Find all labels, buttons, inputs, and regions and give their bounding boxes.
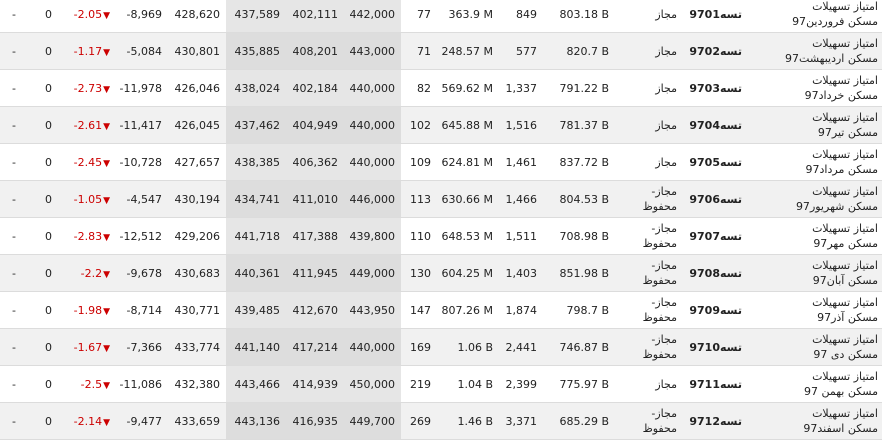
change-percent: -2.73	[73, 81, 103, 95]
name-line-1: امتیاز تسهیلات	[812, 0, 878, 13]
status-line-2: محفوظ	[642, 274, 677, 287]
status-line-1: مجاز	[655, 7, 677, 21]
price-change-cell: -11,978	[112, 70, 168, 107]
low-price-cell: 414,939	[286, 366, 344, 403]
name-line-2: مسکن فروردین97	[792, 15, 878, 28]
trade-volume-cell: 1,337	[499, 70, 543, 107]
status-line-2: محفوظ	[642, 200, 677, 213]
symbol-cell[interactable]: تسه9711	[681, 366, 744, 403]
status-line-1: مجاز-	[651, 333, 677, 346]
name-line-1: امتیاز تسهیلات	[812, 407, 878, 420]
trade-volume-cell: 3,371	[499, 403, 543, 440]
trade-count-cell: 102	[401, 107, 437, 144]
name-line-2: مسکن خرداد97	[804, 89, 878, 102]
trade-volume-cell: 577	[499, 33, 543, 70]
change-percent: -1.17	[73, 44, 103, 58]
market-cap-cell: 791.22 B	[543, 70, 615, 107]
change-percent-cell	[60, 181, 112, 218]
high-price-cell: 449,000	[344, 255, 401, 292]
trade-value-cell: 1.06 B	[437, 329, 499, 366]
name-line-2: مسکن اردیبهشت97	[785, 52, 878, 65]
high-price-cell: 440,000	[344, 70, 401, 107]
dash-cell: -	[0, 329, 36, 366]
change-percent-cell	[60, 107, 112, 144]
price-cell: 429,206	[168, 218, 226, 255]
zero-cell: 0	[36, 144, 60, 181]
dash-cell: -	[0, 0, 36, 33]
low-price-cell: 417,388	[286, 218, 344, 255]
name-line-1: امتیاز تسهیلات	[812, 259, 878, 272]
symbol-cell[interactable]: تسه9710	[681, 329, 744, 366]
status-cell	[615, 33, 681, 70]
table-row[interactable]	[0, 70, 882, 107]
price-change-cell: -10,728	[112, 144, 168, 181]
price-cell: 426,046	[168, 70, 226, 107]
high-price-cell: 449,700	[344, 403, 401, 440]
low-price-cell: 408,201	[286, 33, 344, 70]
dash-cell: -	[0, 366, 36, 403]
change-percent-cell	[60, 33, 112, 70]
name-line-1: امتیاز تسهیلات	[812, 296, 878, 309]
change-percent: -2.45	[73, 155, 103, 169]
low-price-cell: 411,945	[286, 255, 344, 292]
name-cell[interactable]	[744, 181, 882, 218]
name-line-2: مسکن دی 97	[813, 348, 878, 361]
low-price-cell: 416,935	[286, 403, 344, 440]
trade-value-cell: 624.81 M	[437, 144, 499, 181]
name-line-2: مسکن مرداد97	[805, 163, 878, 176]
high-price-cell: 442,000	[344, 0, 401, 33]
name-line-2: مسکن آبان97	[812, 274, 878, 287]
name-line-1: امتیاز تسهیلات	[812, 148, 878, 161]
status-cell	[615, 0, 681, 33]
trade-value-cell: 363.9 M	[437, 0, 499, 33]
status-line-1: مجاز	[655, 81, 677, 95]
change-percent: -2.05	[73, 7, 103, 21]
price-change-cell: -8,969	[112, 0, 168, 33]
price-cell-highlight: 438,385	[226, 144, 286, 181]
trade-value-cell: 630.66 M	[437, 181, 499, 218]
dash-cell: -	[0, 218, 36, 255]
status-cell	[615, 107, 681, 144]
status-line-2: محفوظ	[642, 422, 677, 435]
price-cell-highlight: 440,361	[226, 255, 286, 292]
symbol-cell[interactable]: تسه9701	[681, 0, 744, 33]
price-cell: 430,801	[168, 33, 226, 70]
price-cell-highlight: 443,136	[226, 403, 286, 440]
down-arrow-icon: ▼	[103, 121, 110, 132]
trade-volume-cell: 1,511	[499, 218, 543, 255]
name-line-1: امتیاز تسهیلات	[812, 37, 878, 50]
change-percent-cell	[60, 329, 112, 366]
price-cell-highlight: 437,462	[226, 107, 286, 144]
trade-count-cell: 113	[401, 181, 437, 218]
symbol-cell[interactable]: تسه9706	[681, 181, 744, 218]
symbol-cell[interactable]: تسه9708	[681, 255, 744, 292]
price-cell-highlight: 441,718	[226, 218, 286, 255]
trade-count-cell: 219	[401, 366, 437, 403]
symbol-cell[interactable]: تسه9707	[681, 218, 744, 255]
trade-value-cell: 807.26 M	[437, 292, 499, 329]
price-cell: 430,771	[168, 292, 226, 329]
trade-volume-cell: 1,874	[499, 292, 543, 329]
dash-cell: -	[0, 144, 36, 181]
status-line-1: مجاز	[655, 377, 677, 391]
name-line-1: امتیاز تسهیلات	[812, 74, 878, 87]
trade-count-cell: 82	[401, 70, 437, 107]
name-cell[interactable]	[744, 255, 882, 292]
change-percent-cell	[60, 403, 112, 440]
name-line-2: مسکن بهمن 97	[803, 385, 878, 398]
low-price-cell: 406,362	[286, 144, 344, 181]
dash-cell: -	[0, 403, 36, 440]
low-price-cell: 412,670	[286, 292, 344, 329]
status-line-1: مجاز-	[651, 222, 677, 235]
change-percent-cell	[60, 255, 112, 292]
table-row[interactable]	[0, 0, 882, 33]
symbol-cell[interactable]: تسه9703	[681, 70, 744, 107]
down-arrow-icon: ▼	[103, 10, 110, 21]
trade-volume-cell: 1,516	[499, 107, 543, 144]
price-change-cell: -5,084	[112, 33, 168, 70]
market-cap-cell: 685.29 B	[543, 403, 615, 440]
name-line-2: مسکن اسفند97	[803, 422, 878, 435]
table-row[interactable]	[0, 292, 882, 329]
market-cap-cell: 775.97 B	[543, 366, 615, 403]
symbol-cell[interactable]: تسه9709	[681, 292, 744, 329]
change-percent-cell	[60, 366, 112, 403]
market-cap-cell: 708.98 B	[543, 218, 615, 255]
dash-cell: -	[0, 33, 36, 70]
change-percent: -2.5	[80, 377, 103, 391]
status-cell	[615, 366, 681, 403]
name-cell[interactable]	[744, 218, 882, 255]
down-arrow-icon: ▼	[103, 158, 110, 169]
price-change-cell: -12,512	[112, 218, 168, 255]
trade-count-cell: 130	[401, 255, 437, 292]
name-line-2: مسکن مهر97	[813, 237, 878, 250]
trade-value-cell: 648.53 M	[437, 218, 499, 255]
status-cell	[615, 218, 681, 255]
name-line-2: مسکن آذر97	[817, 311, 878, 324]
zero-cell: 0	[36, 0, 60, 33]
low-price-cell: 404,949	[286, 107, 344, 144]
down-arrow-icon: ▼	[103, 380, 110, 391]
trade-count-cell: 269	[401, 403, 437, 440]
name-line-2: مسکن تیر97	[817, 126, 878, 139]
low-price-cell: 417,214	[286, 329, 344, 366]
zero-cell: 0	[36, 218, 60, 255]
market-cap-cell: 804.53 B	[543, 181, 615, 218]
down-arrow-icon: ▼	[103, 232, 110, 243]
zero-cell: 0	[36, 181, 60, 218]
price-cell: 433,659	[168, 403, 226, 440]
zero-cell: 0	[36, 255, 60, 292]
trade-volume-cell: 2,399	[499, 366, 543, 403]
price-cell: 430,194	[168, 181, 226, 218]
high-price-cell: 446,000	[344, 181, 401, 218]
table-row[interactable]	[0, 218, 882, 255]
trade-value-cell: 569.62 M	[437, 70, 499, 107]
price-cell-highlight: 435,885	[226, 33, 286, 70]
market-cap-cell: 746.87 B	[543, 329, 615, 366]
symbol-cell[interactable]: تسه9704	[681, 107, 744, 144]
high-price-cell: 439,800	[344, 218, 401, 255]
price-cell-highlight: 438,024	[226, 70, 286, 107]
change-percent-cell	[60, 144, 112, 181]
change-percent: -1.67	[73, 340, 103, 354]
name-line-1: امتیاز تسهیلات	[812, 111, 878, 124]
price-change-cell: -9,477	[112, 403, 168, 440]
dash-cell: -	[0, 255, 36, 292]
status-cell	[615, 144, 681, 181]
name-line-1: امتیاز تسهیلات	[812, 222, 878, 235]
name-cell[interactable]	[744, 403, 882, 440]
name-line-1: امتیاز تسهیلات	[812, 185, 878, 198]
status-line-2: محفوظ	[642, 237, 677, 250]
price-change-cell: -8,714	[112, 292, 168, 329]
name-cell[interactable]	[744, 107, 882, 144]
table-row[interactable]	[0, 329, 882, 366]
table-row[interactable]	[0, 181, 882, 218]
low-price-cell: 402,184	[286, 70, 344, 107]
change-percent-cell	[60, 292, 112, 329]
price-cell: 432,380	[168, 366, 226, 403]
trade-count-cell: 77	[401, 0, 437, 33]
name-cell[interactable]	[744, 366, 882, 403]
status-line-1: مجاز-	[651, 185, 677, 198]
down-arrow-icon: ▼	[103, 306, 110, 317]
name-line-1: امتیاز تسهیلات	[812, 370, 878, 383]
status-cell	[615, 181, 681, 218]
high-price-cell: 450,000	[344, 366, 401, 403]
price-cell-highlight: 437,589	[226, 0, 286, 33]
trade-count-cell: 169	[401, 329, 437, 366]
symbol-cell[interactable]: تسه9712	[681, 403, 744, 440]
price-change-cell: -11,086	[112, 366, 168, 403]
down-arrow-icon: ▼	[103, 343, 110, 354]
dash-cell: -	[0, 292, 36, 329]
name-cell[interactable]	[744, 70, 882, 107]
status-cell	[615, 403, 681, 440]
high-price-cell: 440,000	[344, 107, 401, 144]
trade-value-cell: 248.57 M	[437, 33, 499, 70]
status-line-1: مجاز	[655, 44, 677, 58]
down-arrow-icon: ▼	[103, 47, 110, 58]
market-cap-cell: 837.72 B	[543, 144, 615, 181]
price-cell: 427,657	[168, 144, 226, 181]
table-row[interactable]	[0, 403, 882, 440]
down-arrow-icon: ▼	[103, 195, 110, 206]
trade-count-cell: 110	[401, 218, 437, 255]
price-change-cell: -9,678	[112, 255, 168, 292]
high-price-cell: 443,000	[344, 33, 401, 70]
market-cap-cell: 781.37 B	[543, 107, 615, 144]
high-price-cell: 440,000	[344, 329, 401, 366]
name-cell[interactable]	[744, 292, 882, 329]
name-line-1: امتیاز تسهیلات	[812, 333, 878, 346]
high-price-cell: 440,000	[344, 144, 401, 181]
name-cell[interactable]	[744, 144, 882, 181]
price-change-cell: -7,366	[112, 329, 168, 366]
price-cell-highlight: 434,741	[226, 181, 286, 218]
down-arrow-icon: ▼	[103, 417, 110, 428]
market-cap-cell: 798.7 B	[543, 292, 615, 329]
table-row[interactable]	[0, 255, 882, 292]
price-change-cell: -11,417	[112, 107, 168, 144]
low-price-cell: 402,111	[286, 0, 344, 33]
status-line-1: مجاز-	[651, 296, 677, 309]
trade-count-cell: 71	[401, 33, 437, 70]
trade-value-cell: 1.04 B	[437, 366, 499, 403]
trade-value-cell: 1.46 B	[437, 403, 499, 440]
price-cell-highlight: 443,466	[226, 366, 286, 403]
trade-volume-cell: 1,466	[499, 181, 543, 218]
trade-count-cell: 109	[401, 144, 437, 181]
name-cell[interactable]	[744, 0, 882, 33]
table-row[interactable]	[0, 366, 882, 403]
market-cap-cell: 820.7 B	[543, 33, 615, 70]
status-line-1: مجاز	[655, 118, 677, 132]
zero-cell: 0	[36, 292, 60, 329]
trade-volume-cell: 849	[499, 0, 543, 33]
price-cell: 428,620	[168, 0, 226, 33]
price-cell: 433,774	[168, 329, 226, 366]
change-percent: -2.83	[73, 229, 103, 243]
change-percent: -1.05	[73, 192, 103, 206]
dash-cell: -	[0, 107, 36, 144]
status-cell	[615, 292, 681, 329]
status-cell	[615, 255, 681, 292]
price-cell: 426,045	[168, 107, 226, 144]
zero-cell: 0	[36, 403, 60, 440]
status-line-2: محفوظ	[642, 348, 677, 361]
zero-cell: 0	[36, 329, 60, 366]
trade-count-cell: 147	[401, 292, 437, 329]
status-line-1: مجاز	[655, 155, 677, 169]
price-cell-highlight: 439,485	[226, 292, 286, 329]
trade-value-cell: 604.25 M	[437, 255, 499, 292]
zero-cell: 0	[36, 107, 60, 144]
zero-cell: 0	[36, 33, 60, 70]
table-row[interactable]	[0, 33, 882, 70]
change-percent: -1.98	[73, 303, 103, 317]
trade-value-cell: 645.88 M	[437, 107, 499, 144]
trade-volume-cell: 2,441	[499, 329, 543, 366]
market-cap-cell: 851.98 B	[543, 255, 615, 292]
trade-volume-cell: 1,403	[499, 255, 543, 292]
status-line-1: مجاز-	[651, 407, 677, 420]
dash-cell: -	[0, 70, 36, 107]
zero-cell: 0	[36, 70, 60, 107]
down-arrow-icon: ▼	[103, 269, 110, 280]
name-cell[interactable]	[744, 329, 882, 366]
change-percent-cell	[60, 218, 112, 255]
status-cell	[615, 70, 681, 107]
market-cap-cell: 803.18 B	[543, 0, 615, 33]
table-row[interactable]	[0, 144, 882, 181]
change-percent: -2.14	[73, 414, 103, 428]
status-cell	[615, 329, 681, 366]
status-line-1: مجاز-	[651, 259, 677, 272]
trade-volume-cell: 1,461	[499, 144, 543, 181]
dash-cell: -	[0, 181, 36, 218]
high-price-cell: 443,950	[344, 292, 401, 329]
change-percent: -2.2	[80, 266, 103, 280]
price-cell-highlight: 441,140	[226, 329, 286, 366]
change-percent: -2.61	[73, 118, 103, 132]
name-line-2: مسکن شهریور97	[795, 200, 878, 213]
price-change-cell: -4,547	[112, 181, 168, 218]
table-row[interactable]	[0, 107, 882, 144]
symbol-cell[interactable]: تسه9705	[681, 144, 744, 181]
down-arrow-icon: ▼	[103, 84, 110, 95]
low-price-cell: 411,010	[286, 181, 344, 218]
change-percent-cell	[60, 70, 112, 107]
price-cell: 430,683	[168, 255, 226, 292]
symbol-cell[interactable]: تسه9702	[681, 33, 744, 70]
change-percent-cell	[60, 0, 112, 33]
status-line-2: محفوظ	[642, 311, 677, 324]
name-cell[interactable]	[744, 33, 882, 70]
zero-cell: 0	[36, 366, 60, 403]
